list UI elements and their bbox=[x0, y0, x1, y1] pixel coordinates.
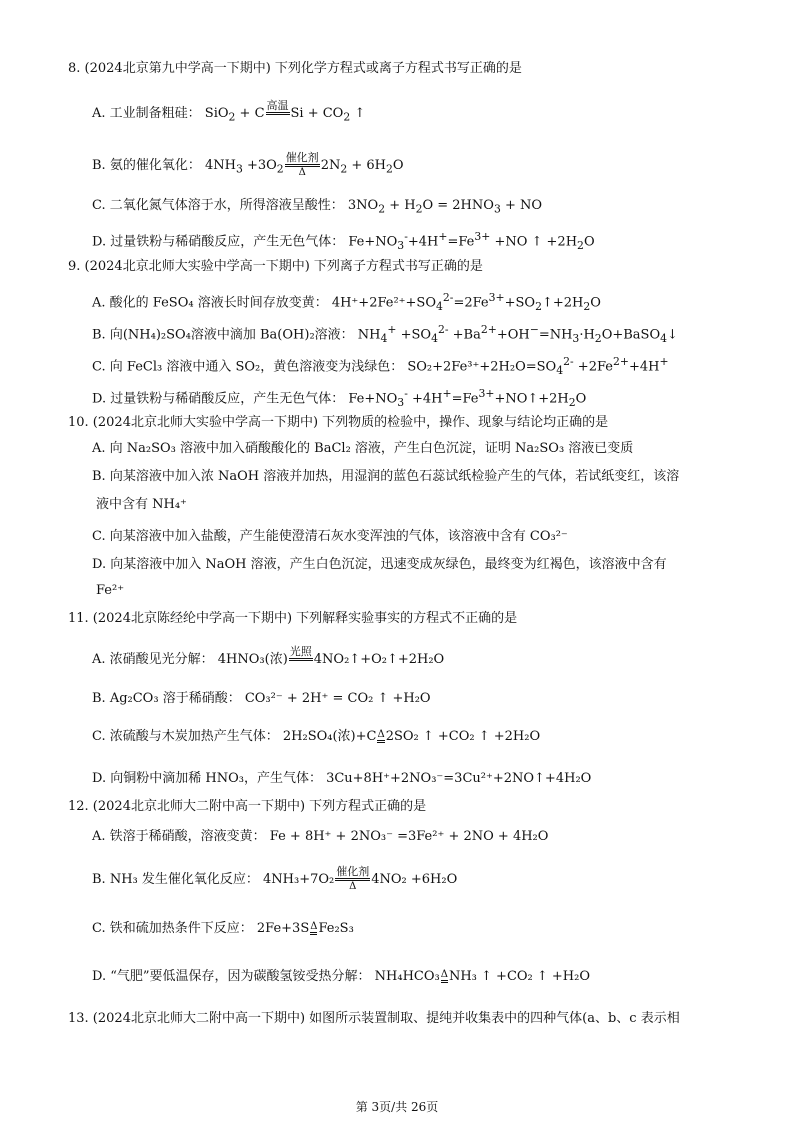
question-8-option-b: B. 氨的催化氧化： $4NH_3 +3O_2$ 催化剂 Δ $2N_2 + 6H_2O$ bbox=[92, 151, 404, 178]
question-12-stem: 12. (2024北京北师大二附中高一下期中) 下列方程式正确的是 bbox=[68, 799, 427, 814]
question-11-option-b: B. Ag₂CO₃ 溶于稀硝酸： CO₃²⁻ + 2H⁺ = CO₂ ↑ +H₂O bbox=[92, 691, 431, 706]
question-11-option-a: A. 浓硝酸见光分解： 4HNO₃(浓) 光照 4NO₂↑+O₂↑+2H₂O bbox=[92, 646, 444, 673]
question-8-option-d: D. 过量铁粉与稀硝酸反应，产生无色气体： $Fe+NO_3^-+4H^+=Fe^{3+} +NO$ ↑ $+2H_2O$ bbox=[92, 230, 595, 252]
reaction-condition: 光照 bbox=[289, 646, 313, 673]
question-8-option-c: C. 二氧化氮气体溶于水，所得溶液呈酸性： $3NO_2 + H_2O = 2HNO_3$ + NO bbox=[92, 198, 543, 216]
question-12-option-a: A. 铁溶于稀硝酸，溶液变黄： Fe + 8H⁺ + 2NO₃⁻ =3Fe²⁺ + 2NO + 4H₂O bbox=[92, 829, 549, 844]
reaction-condition: Δ bbox=[310, 922, 317, 935]
question-11-option-c: C. 浓硫酸与木炭加热产生气体： 2H₂SO₄(浓)+C Δ 2SO₂ ↑ +CO₂ ↑ +2H₂O bbox=[92, 729, 541, 744]
question-10-option-a: A. 向 Na₂SO₃ 溶液中加入硝酸酸化的 BaCl₂ 溶液，产生白色沉淀，证明 Na₂SO₃ 溶液已变质 bbox=[92, 441, 634, 456]
question-10-option-b-cont: 液中含有 NH₄⁺ bbox=[96, 497, 187, 512]
reaction-condition: 催化剂 Δ bbox=[285, 151, 319, 178]
question-12-option-c: C. 铁和硫加热条件下反应： 2Fe+3S Δ Fe₂S₃ bbox=[92, 921, 354, 936]
question-10-option-d-cont: Fe²⁺ bbox=[96, 583, 125, 598]
reaction-condition: 催化剂 Δ bbox=[336, 865, 370, 892]
question-9-option-d: D. 过量铁粉与稀硝酸反应，产生无色气体： $Fe+NO_3^-$ $+4H^+=Fe^{3+}+NO↑+2H_2O$ bbox=[92, 387, 587, 409]
question-10-option-b: B. 向某溶液中加入浓 NaOH 溶液并加热，用湿润的蓝色石蕊试纸检验产生的气体，若试纸变红，该溶 bbox=[92, 469, 680, 484]
question-9-option-a: A. 酸化的 FeSO₄ 溶液长时间存放变黄： $4H^++2Fe^{2+}+SO_4^{2-}=2Fe^{3+}+SO_2↑+2H_2O$ bbox=[92, 291, 601, 313]
question-10-option-c: C. 向某溶液中加入盐酸，产生能使澄清石灰水变浑浊的气体，该溶液中含有 CO₃²⁻ bbox=[92, 529, 568, 544]
question-12-option-b: B. NH₃ 发生催化氧化反应： 4NH₃+7O₂ 催化剂 Δ 4NO₂ +6H₂O bbox=[92, 865, 458, 892]
question-9-stem: 9. (2024北京北师大实验中学高一下期中) 下列离子方程式书写正确的是 bbox=[68, 259, 483, 274]
question-9-option-c: C. 向 FeCl₃ 溶液中通入 SO₂，黄色溶液变为浅绿色： $SO_2+2Fe^{3+}+2H_2O=SO_4^{2-} +2Fe^{2+}+4H^+$ bbox=[92, 355, 669, 377]
reaction-condition: Δ bbox=[377, 730, 384, 743]
question-13-stem: 13. (2024北京北师大二附中高一下期中) 如图所示装置制取、提纯并收集表中的四种气体(a、b、c 表示相 bbox=[68, 1011, 680, 1026]
question-9-option-b: B. 向(NH₄)₂SO₄溶液中滴加 Ba(OH)₂溶液： $NH_4^+ +SO_4^{2-}$ $+Ba^{2+}+OH^-=NH_3\cdot H_2O+BaSO_4↓$ bbox=[92, 323, 678, 345]
question-11-stem: 11. (2024北京陈经纶中学高一下期中) 下列解释实验事实的方程式不正确的是 bbox=[68, 611, 518, 626]
reaction-condition: Δ bbox=[441, 970, 448, 983]
question-8-option-a: A. 工业制备粗硅： SiO$_2$ + C 高温 $Si + CO_2$ ↑ bbox=[92, 100, 365, 127]
question-10-stem: 10. (2024北京北师大实验中学高一下期中) 下列物质的检验中，操作、现象与结论均正确的是 bbox=[68, 415, 609, 430]
question-12-option-d: D. “气肥”要低温保存，因为碳酸氢铵受热分解： NH₄HCO₃ Δ NH₃ ↑ +CO₂ ↑ +H₂O bbox=[92, 969, 591, 984]
question-10-option-d: D. 向某溶液中加入 NaOH 溶液，产生白色沉淀，迅速变成灰绿色，最终变为红褐色，该溶液中含有 bbox=[92, 557, 667, 572]
reaction-condition: 高温 bbox=[266, 100, 290, 127]
question-11-option-d: D. 向铜粉中滴加稀 HNO₃，产生气体： 3Cu+8H⁺+2NO₃⁻=3Cu²⁺+2NO↑+4H₂O bbox=[92, 771, 592, 786]
question-8-stem: 8. (2024北京第九中学高一下期中) 下列化学方程式或离子方程式书写正确的是 bbox=[68, 61, 522, 76]
page-number: 第 3页/共 26页 bbox=[355, 1100, 439, 1114]
